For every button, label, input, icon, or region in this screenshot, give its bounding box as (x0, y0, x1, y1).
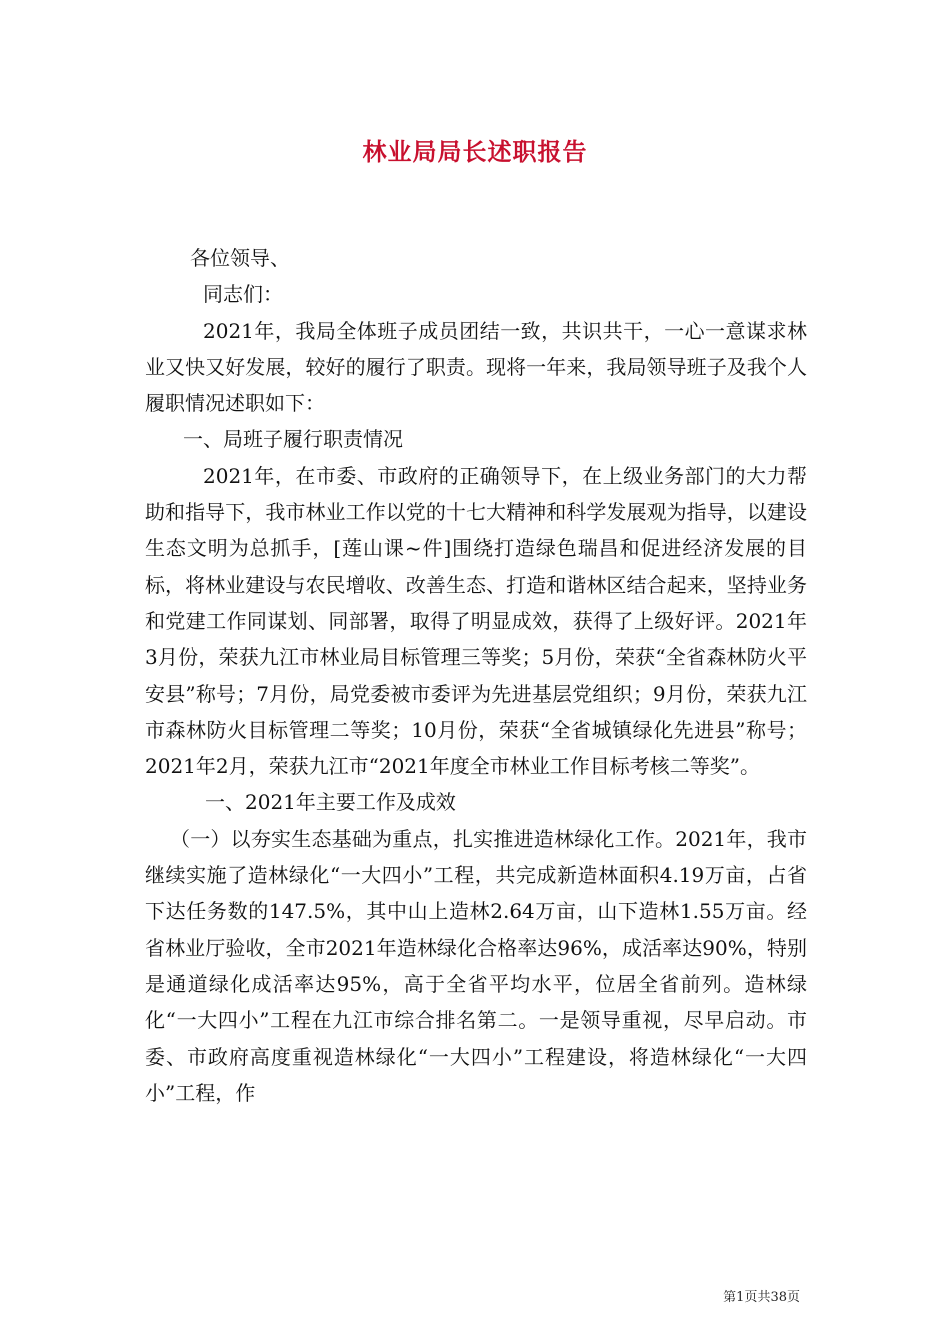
page-number: 第1页共38页 (723, 1290, 800, 1305)
salutation-line-2: 同志们： (203, 282, 283, 307)
salutation-line-1: 各位领导、 (190, 246, 290, 270)
document-body (145, 240, 807, 1111)
section-heading-1: 一、局班子履行职责情况 (183, 427, 403, 452)
section-1-paragraph: 2021年，在市委、市政府的正确领导下，在上级业务部门的大力帮助和指导下，我市林业工作以党的十七大精神和科学发展观为指导，以建设生态文明为总抓手，[莲山课~件]围绕打造绿色瑞昌和促进经济发展的目标，将林业建设与农民增收、改善生态、打造和谐林区结合起来，坚持业务和党建工作同谋划、同部署，取得了明显成效，获得了上级好评。2021年3月份，荣获九江市林业局目标管理三等奖；5月份，荣获“全省森林防火平安县”称号；7月份，局党委被市委评为先进基层党组织；9月份，荣获九江市森林防火目标管理二等奖；10月份，荣获“全省城镇绿化先进县”称号；2021年2月，荣获九江市“2021年度全市林业工作目标考核二等奖”。 (145, 463, 807, 779)
document-title: 林业局局长述职报告 (362, 137, 588, 166)
intro-paragraph: 2021年，我局全体班子成员团结一致，共识共干，一心一意谋求林业又快又好发展，较好的履行了职责。现将一年来，我局领导班子及我个人履职情况述职如下： (145, 318, 807, 416)
section-2-paragraph: （一）以夯实生态基础为重点，扎实推进造林绿化工作。2021年，我市继续实施了造林绿化“一大四小”工程，共完成新造林面积4.19万亩，占省下达任务数的147.5%，其中山上造林2.64万亩，山下造林1.55万亩。经省林业厅验收，全市2021年造林绿化合格率达96%，成活率达90%，特别是通道绿化成活率达95%，高于全省平均水平，位居全省前列。造林绿化“一大四小”工程在九江市综合排名第二。一是领导重视，尽早启动。市委、市政府高度重视造林绿化“一大四小”工程建设，将造林绿化“一大四小”工程，作 (145, 826, 807, 1105)
section-heading-2: 一、2021年主要工作及成效 (205, 790, 456, 815)
